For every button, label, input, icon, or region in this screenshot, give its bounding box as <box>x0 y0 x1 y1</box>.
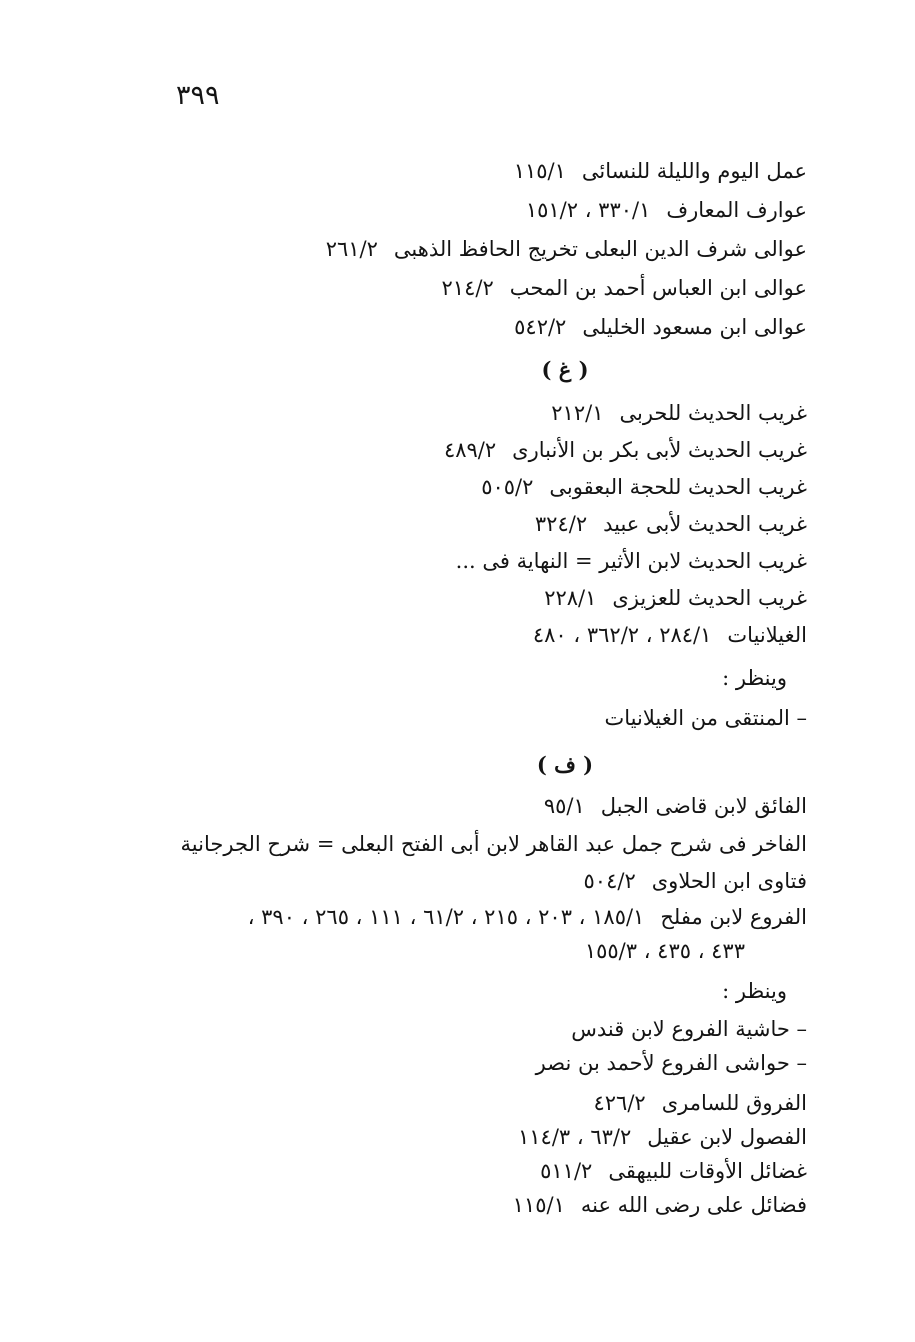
see-also-label: وينظر : <box>722 666 787 690</box>
index-entry <box>584 866 807 896</box>
entry-ref: ١٨٥/١ ، ٢٠٣ ، ٢١٥ ، ٦١/٢ ، ١١١ ، ٢٦٥ ، ٣٩٠ ، <box>247 905 645 929</box>
entry-ref: ٥١١/٢ <box>540 1159 593 1183</box>
see-also-item: – المنتقى من الغيلانيات <box>604 706 807 730</box>
index-entry <box>514 156 807 186</box>
index-entry <box>518 1122 807 1152</box>
entry-title: الفروق للسامرى <box>661 1091 807 1115</box>
see-also-item: – حواشى الفروع لأحمد بن نصر <box>535 1051 807 1075</box>
entry-title: غريب الحديث لأبى بكر بن الأنبارى <box>512 438 807 462</box>
entry-ref: ٦٣/٢ ، ١١٤/٣ <box>518 1125 632 1149</box>
entry-title: عوالى ابن العباس أحمد بن المحب <box>509 276 807 300</box>
index-entry <box>513 1190 807 1220</box>
entry-ref: ٥٠٤/٢ <box>583 869 636 893</box>
entry-ref: ٣٢٤/٢ <box>534 512 588 536</box>
entry-title: غريب الحديث للعزيزى <box>612 586 807 610</box>
index-entry <box>444 435 807 465</box>
entry-ref: ٥٠٥/٢ <box>481 475 534 499</box>
index-entry <box>165 829 807 859</box>
index-entry <box>540 1156 807 1186</box>
index-entry <box>526 195 807 225</box>
index-entry <box>442 273 807 303</box>
index-entry <box>551 398 807 428</box>
entry-continuation: ٤٣٣ ، ٤٣٥ ، ١٥٥/٣ <box>584 939 745 963</box>
entry-title: فتاوى ابن الحلاوى <box>651 869 807 893</box>
entry-title: غريب الحديث لابن الأثير = النهاية فى ... <box>455 549 807 573</box>
entry-title: الغيلانيات <box>727 623 807 647</box>
section-heading-fa: ( ف ) <box>536 752 594 777</box>
entry-title: غريب الحديث للحربى <box>619 401 807 425</box>
index-entry <box>544 583 807 613</box>
entry-ref: ٢٨٤/١ ، ٣٦٢/٢ ، ٤٨٠ <box>532 623 712 647</box>
entry-ref: ١١٥/١ <box>513 159 566 183</box>
see-also-label: وينظر : <box>722 979 787 1003</box>
index-entry <box>481 472 807 502</box>
entry-ref: ٢٦١/٢ <box>325 237 378 261</box>
entry-title: غريب الحديث لأبى عبيد <box>603 512 807 536</box>
index-entry <box>514 312 807 342</box>
index-entry <box>535 509 807 539</box>
entry-ref: ٢٢٨/١ <box>544 586 597 610</box>
entry-ref: ٤٢٦/٢ <box>593 1091 646 1115</box>
entry-title: عمل اليوم والليلة للنسائى <box>581 159 807 183</box>
entry-ref: ٢١٢/١ <box>551 401 604 425</box>
entry-title: فضائل على رضى الله عنه <box>580 1193 807 1217</box>
index-entry <box>440 546 807 576</box>
entry-ref: ٥٤٢/٢ <box>514 315 567 339</box>
entry-title: عوارف المعارف <box>666 198 807 222</box>
index-entry <box>544 791 807 821</box>
entry-title: الفروع لابن مفلح <box>660 905 807 929</box>
see-also-item: – حاشية الفروع لابن قندس <box>571 1017 807 1041</box>
entry-ref: ٤٨٩/٢ <box>443 438 497 462</box>
entry-ref: ١١٥/١ <box>512 1193 565 1217</box>
entry-ref: ٢١٤/٢ <box>441 276 494 300</box>
entry-title: الفصول لابن عقيل <box>647 1125 807 1149</box>
entry-title: عوالى ابن مسعود الخليلى <box>582 315 807 339</box>
index-entry <box>248 902 807 932</box>
index-entry <box>593 1088 807 1118</box>
page-number: ٣٩٩ <box>176 80 220 111</box>
section-heading-ghain: ( غ ) <box>541 357 589 382</box>
entry-title: الفائق لابن قاضى الجبل <box>600 794 807 818</box>
entry-ref: ٣٣٠/١ ، ١٥١/٢ <box>525 198 651 222</box>
entry-title: غضائل الأوقات للبيهقى <box>608 1159 807 1183</box>
entry-ref: ٩٥/١ <box>543 794 585 818</box>
index-entry <box>533 620 807 650</box>
entry-title: الفاخر فى شرح جمل عبد القاهر لابن أبى الفتح البعلى = شرح الجرجانية <box>180 832 807 856</box>
entry-title: عوالى شرف الدين البعلى تخريج الحافظ الذهبى <box>393 237 807 261</box>
entry-title: غريب الحديث للحجة البعقوبى <box>549 475 807 499</box>
index-entry <box>326 234 807 264</box>
